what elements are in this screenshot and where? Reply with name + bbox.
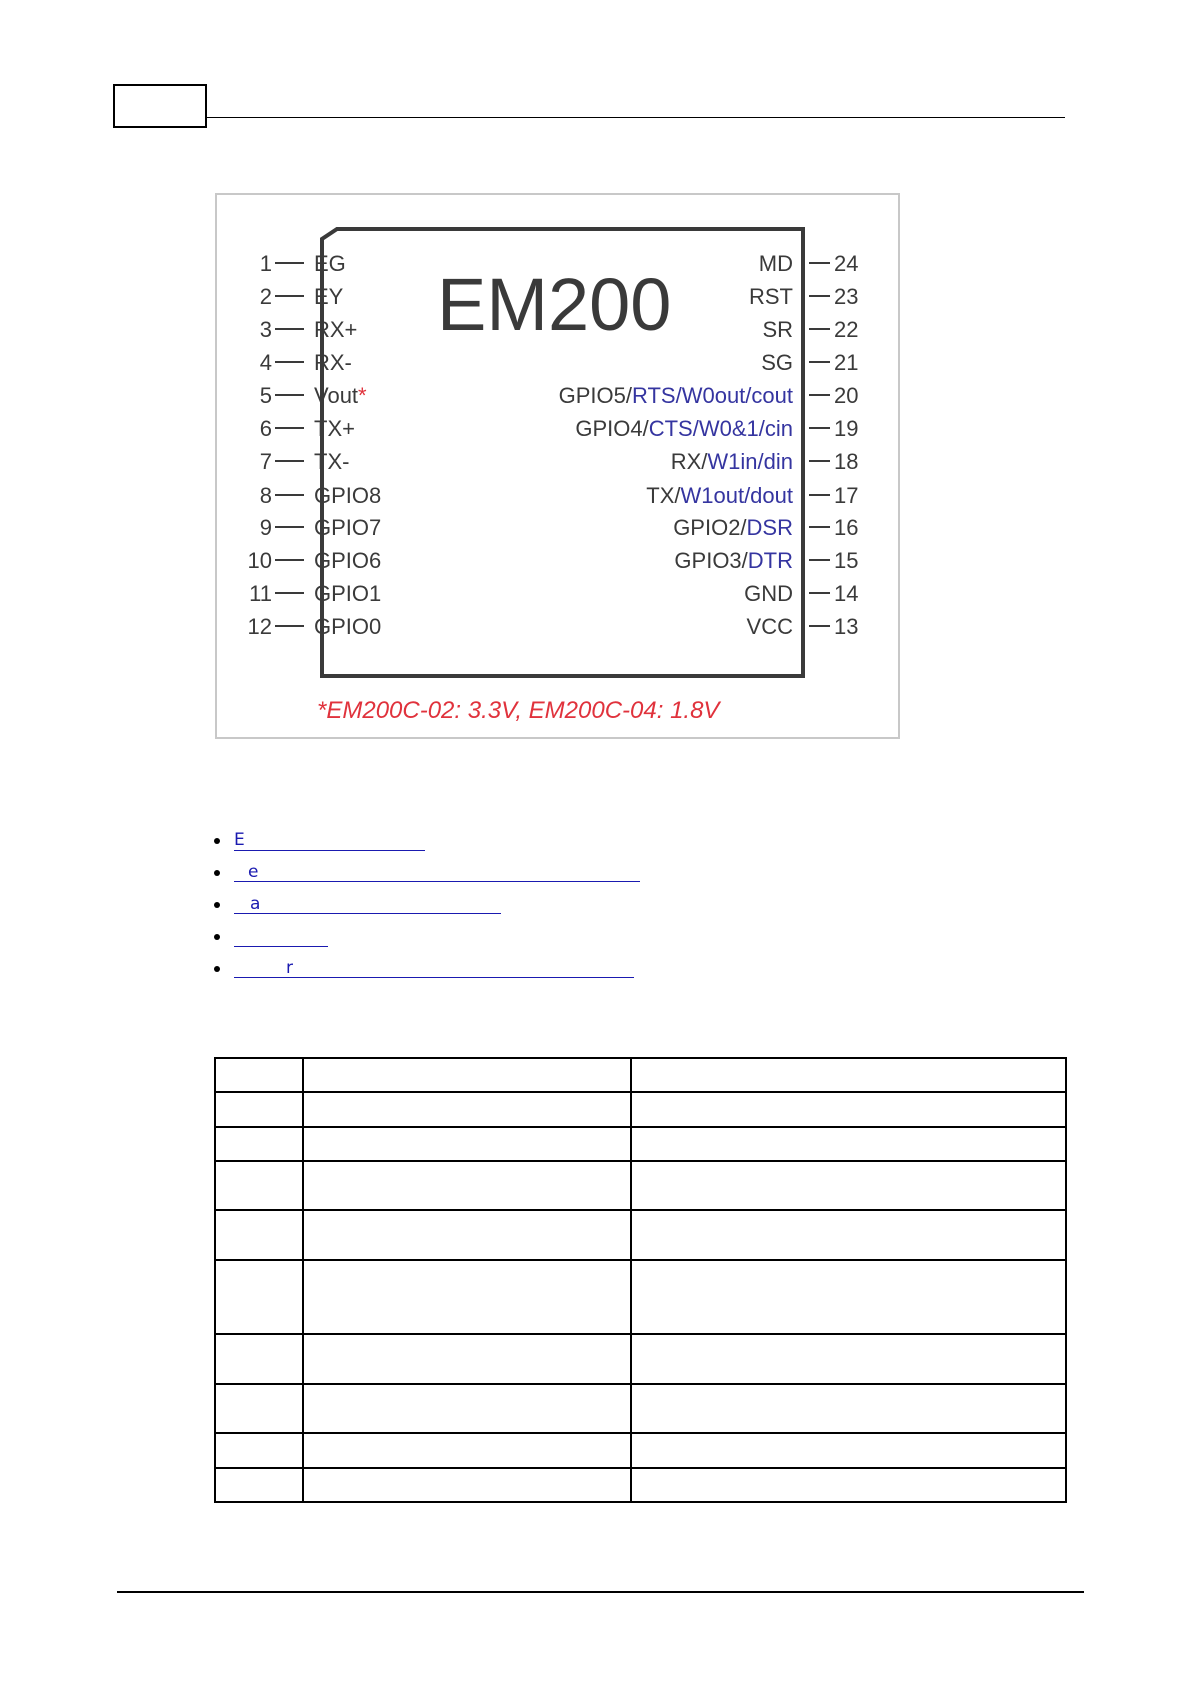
voltage-footnote: *EM200C-02: 3.3V, EM200C-04: 1.8V xyxy=(317,697,720,724)
pin-alt-function: DSR xyxy=(746,515,793,540)
pin-signal: RST xyxy=(749,284,793,309)
list-item xyxy=(214,926,640,958)
pin-name xyxy=(673,515,793,540)
pin-name xyxy=(761,350,793,375)
pin-signal: TX/ xyxy=(646,483,681,508)
pin-name xyxy=(314,614,381,639)
pin-signal: EG xyxy=(314,251,346,276)
pin-alt-function: DTR xyxy=(747,548,793,573)
pin-number: 22 xyxy=(834,317,859,342)
pin-number: 23 xyxy=(834,284,859,309)
pin-signal: GPIO5/ xyxy=(558,383,632,408)
pin-number: 18 xyxy=(834,449,859,474)
pin-name xyxy=(314,284,344,309)
pin-name xyxy=(749,284,793,309)
pin-footnote-mark: * xyxy=(358,383,367,408)
pin-number: 5 xyxy=(259,383,272,408)
pin-alt-function: CTS/W0&1/cin xyxy=(648,416,793,441)
pin-name xyxy=(314,317,357,342)
pin-name xyxy=(314,515,381,540)
pin-number: 6 xyxy=(259,416,272,441)
pin-number: 19 xyxy=(834,416,859,441)
pin-name xyxy=(314,548,381,573)
pin-name xyxy=(314,483,381,508)
table-row xyxy=(215,1161,1066,1210)
pin-name xyxy=(744,581,793,606)
table-row xyxy=(215,1433,1066,1468)
pin-signal: SG xyxy=(761,350,793,375)
pin-name xyxy=(674,548,793,573)
pin-name xyxy=(314,350,352,375)
pin-alt-function: W1out/dout xyxy=(680,483,793,508)
pin-signal: GPIO3/ xyxy=(674,548,748,573)
pin-signal: GND xyxy=(744,581,793,606)
list-item xyxy=(214,958,640,990)
table-row xyxy=(215,1260,1066,1334)
pin-name xyxy=(314,581,381,606)
pin-name xyxy=(747,614,794,639)
list-item xyxy=(214,894,640,926)
pin-assignment-table xyxy=(214,1057,1067,1503)
pin-name xyxy=(559,383,793,408)
pin-number: 7 xyxy=(259,449,272,474)
topic-link-4[interactable] xyxy=(234,926,328,947)
pin-name xyxy=(314,383,367,408)
pin-alt-function: W1in/din xyxy=(707,449,793,474)
pin-number: 2 xyxy=(259,284,272,309)
topic-link-1[interactable]: E xyxy=(234,830,425,851)
pin-name xyxy=(759,251,793,276)
pin-number: 13 xyxy=(834,614,859,639)
pin-number: 24 xyxy=(834,251,859,276)
pin-signal: GPIO7 xyxy=(314,515,382,540)
pin-name xyxy=(762,317,793,342)
pin-number: 20 xyxy=(834,383,859,408)
pin-signal: VCC xyxy=(746,614,793,639)
pin-number: 1 xyxy=(259,251,272,276)
table-row xyxy=(215,1127,1066,1161)
pin-number: 4 xyxy=(259,350,272,375)
pin-signal: Vout xyxy=(314,383,359,408)
pin-number: 17 xyxy=(834,483,859,508)
pin-signal: MD xyxy=(758,251,793,276)
pin-signal: EY xyxy=(314,284,344,309)
table-row xyxy=(215,1384,1066,1433)
pin-number: 11 xyxy=(249,581,272,606)
pin-signal: GPIO4/ xyxy=(575,416,649,441)
em200-pinout-figure xyxy=(215,193,900,739)
pin-signal: RX- xyxy=(314,350,352,375)
footer-rule xyxy=(117,1591,1084,1593)
table-header-row xyxy=(215,1058,1066,1092)
table-row xyxy=(215,1210,1066,1260)
pin-name xyxy=(314,449,349,474)
pin-number: 12 xyxy=(247,614,272,639)
pin-name xyxy=(575,416,793,441)
pin-number: 16 xyxy=(834,515,859,540)
pinout-diagram xyxy=(217,195,898,737)
pin-signal: RX+ xyxy=(314,317,358,342)
pin-number: 8 xyxy=(259,483,272,508)
pin-name xyxy=(646,483,793,508)
pin-alt-function: RTS/W0out/cout xyxy=(632,383,793,408)
pin-signal: GPIO2/ xyxy=(673,515,747,540)
header-rule xyxy=(207,117,1065,118)
pin-signal: TX- xyxy=(314,449,350,474)
chip-title: EM200 xyxy=(437,263,672,346)
pin-name xyxy=(314,416,355,441)
pin-number: 3 xyxy=(259,317,272,342)
list-item xyxy=(214,862,640,894)
pin-name xyxy=(671,449,793,474)
pin-number: 9 xyxy=(259,515,272,540)
pin-number: 15 xyxy=(834,548,859,573)
table-row xyxy=(215,1468,1066,1502)
pin-number: 10 xyxy=(247,548,272,573)
pin-signal: SR xyxy=(762,317,793,342)
pin-signal: GPIO8 xyxy=(314,483,382,508)
table-row xyxy=(215,1092,1066,1127)
pin-signal: TX+ xyxy=(314,416,355,441)
pin-name xyxy=(314,251,346,276)
topic-link-2[interactable]: e xyxy=(234,862,640,882)
table-row xyxy=(215,1334,1066,1384)
pin-signal: GPIO6 xyxy=(314,548,382,573)
pin-signal: RX/ xyxy=(670,449,708,474)
related-topics-list xyxy=(214,830,640,990)
topic-link-3[interactable]: a xyxy=(234,894,501,914)
page-number-box xyxy=(113,84,207,128)
list-item xyxy=(214,830,640,862)
pin-signal: GPIO1 xyxy=(314,581,382,606)
pin-number: 14 xyxy=(834,581,859,606)
pin-number: 21 xyxy=(834,350,859,375)
topic-link-5[interactable]: r xyxy=(234,958,634,978)
pin-signal: GPIO0 xyxy=(314,614,382,639)
